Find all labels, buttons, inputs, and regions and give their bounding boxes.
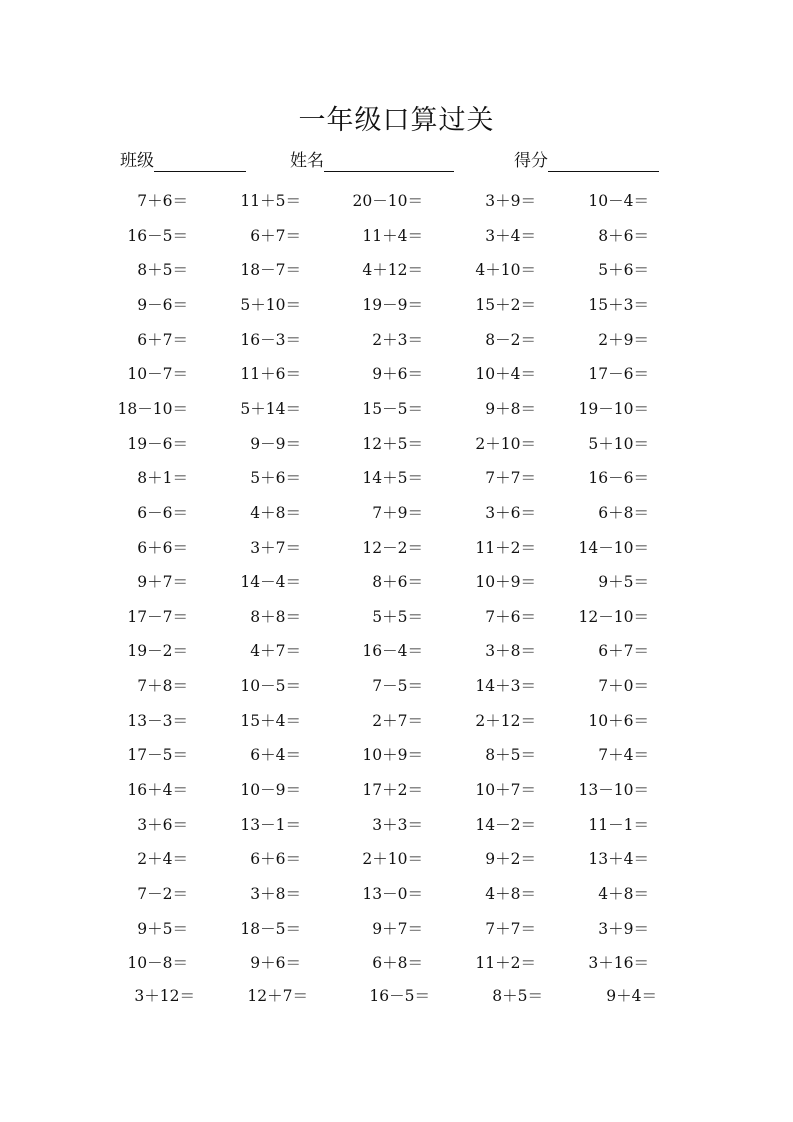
problem-item: 11＋2＝ (475, 538, 536, 557)
problem-item: 16－6＝ (588, 469, 649, 488)
problem-item: 12＋5＝ (362, 434, 423, 453)
problem-item: 16－3＝ (240, 330, 301, 349)
problem-item: 2＋7＝ (372, 711, 423, 730)
problem-item: 10－4＝ (588, 192, 649, 210)
problem-item: 7＋7＝ (485, 919, 536, 938)
problem-item: 19－6＝ (127, 434, 188, 453)
score-input-line[interactable] (548, 149, 659, 172)
problem-item: 15－5＝ (362, 399, 423, 418)
problem-item: 3＋4＝ (485, 226, 536, 245)
problem-item: 7＋8＝ (137, 677, 188, 696)
problem-item: 10－7＝ (127, 365, 188, 384)
problem-item: 10＋6＝ (588, 711, 649, 730)
problem-item: 3＋7＝ (250, 538, 301, 557)
problem-item: 19－9＝ (362, 295, 423, 314)
problem-item: 5＋14＝ (240, 399, 301, 418)
problem-item: 10－5＝ (240, 677, 301, 696)
problem-item: 11＋4＝ (362, 226, 423, 245)
problem-item: 5＋6＝ (250, 469, 301, 488)
problem-item: 3＋8＝ (485, 642, 536, 661)
problem-item: 14＋3＝ (475, 677, 536, 696)
problem-item: 9＋7＝ (137, 573, 188, 592)
problem-item: 12＋7＝ (247, 986, 308, 1005)
problem-item: 13－3＝ (127, 711, 188, 730)
class-input-line[interactable] (154, 149, 246, 172)
problem-item: 8－2＝ (485, 330, 536, 349)
problem-item: 16－4＝ (362, 642, 423, 661)
problem-item: 5＋10＝ (240, 295, 301, 314)
problem-item: 10＋7＝ (475, 781, 536, 800)
problem-item: 4＋10＝ (475, 261, 536, 280)
problem-item: 11＋6＝ (240, 365, 301, 384)
name-input-line[interactable] (324, 149, 454, 172)
problem-item: 8＋6＝ (372, 573, 423, 592)
problem-item: 9＋8＝ (485, 399, 536, 418)
problem-item: 9＋7＝ (372, 919, 423, 938)
score-label: 得分 (514, 151, 548, 171)
problem-item: 5＋5＝ (372, 607, 423, 626)
problem-item: 7＋6＝ (485, 607, 536, 626)
problem-item: 7－2＝ (137, 885, 188, 903)
problem-item: 18－10＝ (117, 399, 188, 418)
problem-item: 2＋10＝ (362, 850, 423, 869)
problem-item: 9－6＝ (137, 295, 188, 314)
problem-item: 3＋3＝ (372, 815, 423, 834)
problem-item: 3＋8＝ (250, 885, 301, 903)
problem-item: 13－0＝ (362, 885, 423, 903)
problem-item: 7＋0＝ (598, 677, 649, 696)
problem-item: 7＋6＝ (137, 192, 188, 210)
problem-item: 6－6＝ (137, 503, 188, 522)
problem-item: 2＋9＝ (598, 330, 649, 349)
problem-item: 13＋4＝ (588, 850, 649, 869)
problem-item: 12－2＝ (362, 538, 423, 557)
problem-item: 14＋5＝ (362, 469, 423, 488)
problem-item: 19－10＝ (578, 399, 649, 418)
problem-item: 6＋6＝ (137, 538, 188, 557)
problem-item: 19－2＝ (127, 642, 188, 661)
problem-item: 10＋4＝ (475, 365, 536, 384)
problem-item: 9＋5＝ (137, 919, 188, 938)
problem-item: 10－8＝ (127, 954, 188, 973)
problem-item: 2＋10＝ (475, 434, 536, 453)
problem-item: 10＋9＝ (475, 573, 536, 592)
problem-item: 17－7＝ (127, 607, 188, 626)
problem-item: 3＋6＝ (485, 503, 536, 522)
problem-item: 4＋7＝ (250, 642, 301, 661)
problem-item: 4＋8＝ (250, 503, 301, 522)
problem-item: 17－5＝ (127, 746, 188, 765)
problem-item: 6＋6＝ (250, 850, 301, 869)
problem-item: 16－5＝ (369, 986, 430, 1005)
problem-item: 16＋4＝ (127, 781, 188, 800)
problem-item: 3＋9＝ (598, 919, 649, 938)
problem-item: 13－1＝ (240, 815, 301, 834)
problem-item: 10－9＝ (240, 781, 301, 800)
problem-item: 16－5＝ (127, 226, 188, 245)
problem-item: 4＋8＝ (485, 885, 536, 903)
problem-item: 8＋6＝ (598, 226, 649, 245)
problem-item: 17＋2＝ (362, 781, 423, 800)
class-field (120, 146, 246, 172)
problem-item: 14－10＝ (578, 538, 649, 557)
problem-item: 5＋6＝ (598, 261, 649, 280)
problem-item: 3＋12＝ (134, 986, 195, 1005)
problem-item: 9－9＝ (250, 434, 301, 453)
problem-item: 11－1＝ (588, 815, 649, 834)
score-field (514, 146, 659, 172)
problem-item: 6＋7＝ (250, 226, 301, 245)
problem-item: 8＋8＝ (250, 607, 301, 626)
problem-item: 7＋7＝ (485, 469, 536, 488)
problem-item: 13－10＝ (578, 781, 649, 800)
class-label: 班级 (120, 151, 154, 171)
problem-item: 4＋12＝ (362, 261, 423, 280)
problem-item: 7－5＝ (372, 677, 423, 696)
problem-item: 3＋16＝ (588, 954, 649, 973)
problem-item: 6＋8＝ (372, 954, 423, 973)
problem-item: 9＋6＝ (250, 954, 301, 973)
problem-item: 2＋4＝ (137, 850, 188, 869)
problem-item: 6＋8＝ (598, 503, 649, 522)
problem-item: 11＋2＝ (475, 954, 536, 973)
problem-item: 17－6＝ (588, 365, 649, 384)
problem-item: 5＋10＝ (588, 434, 649, 453)
problem-item: 9＋5＝ (598, 573, 649, 592)
problem-item: 8＋1＝ (137, 469, 188, 488)
problem-item: 8＋5＝ (492, 986, 543, 1005)
problem-item: 18－5＝ (240, 919, 301, 938)
problem-item: 3＋9＝ (485, 192, 536, 210)
problem-item: 14－2＝ (475, 815, 536, 834)
problem-item: 7＋4＝ (598, 746, 649, 765)
problem-item: 11＋5＝ (240, 192, 301, 210)
page-title: 一年级口算过关 (298, 105, 495, 136)
problem-item: 9＋4＝ (606, 986, 657, 1005)
problem-item: 15＋3＝ (588, 295, 649, 314)
problem-item: 18－7＝ (240, 261, 301, 280)
problem-item: 15＋2＝ (475, 295, 536, 314)
problem-item: 8＋5＝ (485, 746, 536, 765)
problem-item: 14－4＝ (240, 573, 301, 592)
problem-item: 8＋5＝ (137, 261, 188, 280)
problem-item: 7＋9＝ (372, 503, 423, 522)
problem-item: 6＋7＝ (137, 330, 188, 349)
name-label: 姓名 (290, 151, 324, 171)
problem-item: 2＋12＝ (475, 711, 536, 730)
problem-item: 15＋4＝ (240, 711, 301, 730)
problem-item: 6＋7＝ (598, 642, 649, 661)
problem-item: 10＋9＝ (362, 746, 423, 765)
problem-item: 20－10＝ (352, 192, 423, 210)
problem-item: 9＋6＝ (372, 365, 423, 384)
problem-item: 4＋8＝ (598, 885, 649, 903)
problem-item: 9＋2＝ (485, 850, 536, 869)
problem-item: 12－10＝ (578, 607, 649, 626)
problem-item: 6＋4＝ (250, 746, 301, 765)
problem-item: 2＋3＝ (372, 330, 423, 349)
problem-item: 3＋6＝ (137, 815, 188, 834)
name-field (290, 146, 454, 172)
